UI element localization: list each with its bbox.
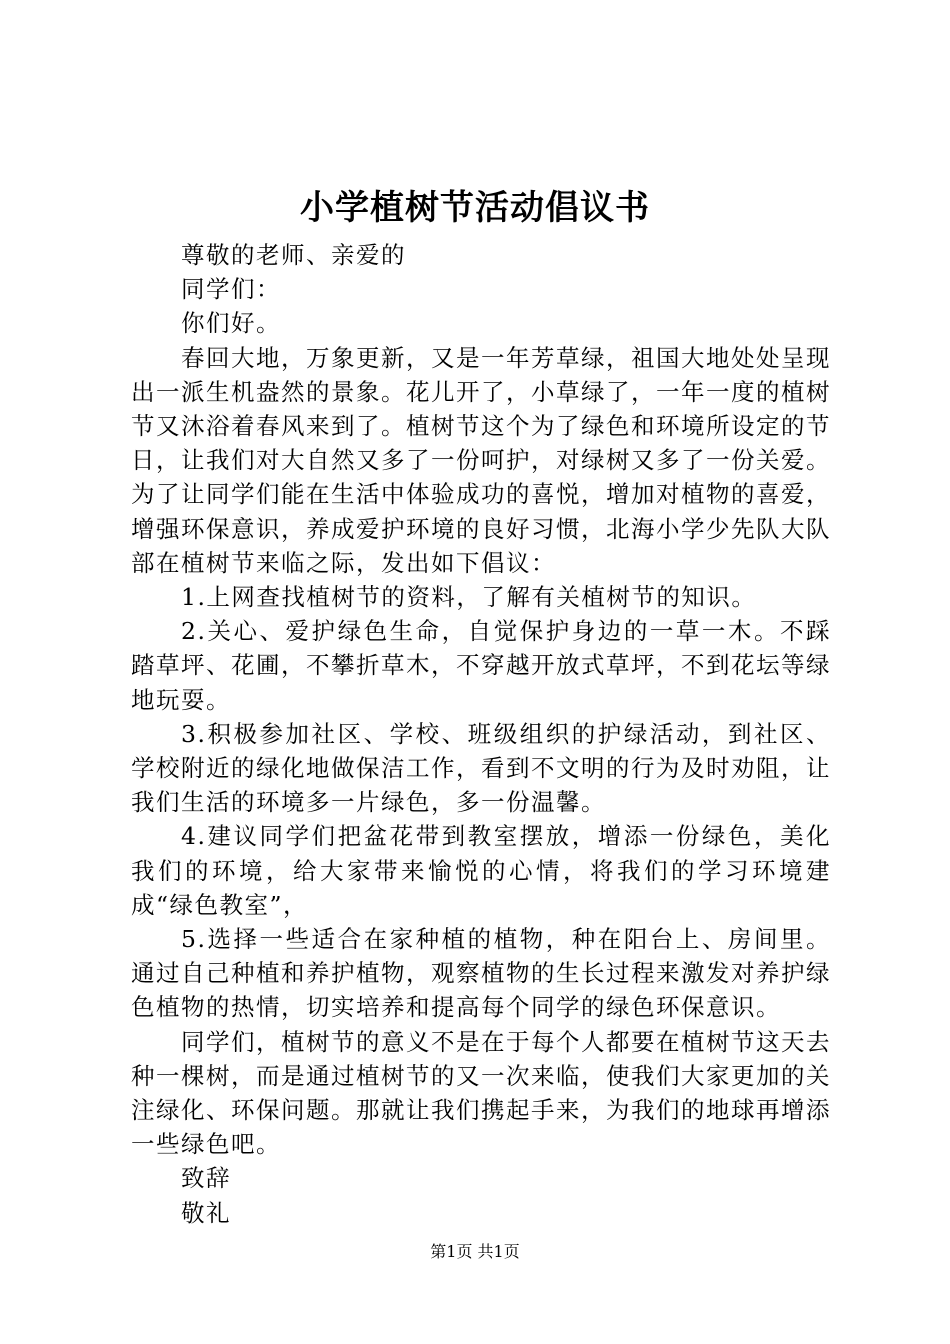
page-footer: 第1页 共1页 <box>430 1242 520 1261</box>
paragraph-item-2: 2.关心、爱护绿色生命，自觉保护身边的一草一木。不踩踏草坪、花圃，不攀折草木，不穿越开放式草坪，不到花坛等绿地玩耍。 <box>131 617 831 714</box>
closing-line-1: 致辞 <box>181 1164 231 1193</box>
paragraph-item-1: 1.上网查找植树节的资料，了解有关植树节的知识。 <box>181 583 757 612</box>
greeting: 你们好。 <box>181 309 281 338</box>
salutation-line-1: 尊敬的老师、亲爱的 <box>181 241 406 269</box>
salutation-line-2: 同学们： <box>181 275 281 304</box>
paragraph-conclusion: 同学们，植树节的意义不是在于每个人都要在植树节这天去种一棵树，而是通过植树节的又一次来临，使我们大家更加的关注绿化、环保问题。那就让我们携起手来，为我们的地球再增添一些绿色吧。 <box>131 1027 831 1159</box>
paragraph-item-5: 5.选择一些适合在家种植的植物，种在阳台上、房间里。通过自己种植和养护植物，观察植物的生长过程来激发对养护绿色植物的热情，切实培养和提高每个同学的绿色环保意识。 <box>131 925 831 1022</box>
document-title: 小学植树节活动倡议书 <box>300 188 650 228</box>
paragraph-item-3: 3.积极参加社区、学校、班级组织的护绿活动，到社区、学校附近的绿化地做保洁工作，看到不文明的行为及时劝阻，让我们生活的环境多一片绿色，多一份温馨。 <box>131 719 831 817</box>
document-body <box>131 238 831 1230</box>
closing-line-2: 敬礼 <box>181 1198 231 1227</box>
paragraph-intro: 春回大地，万象更新，又是一年芳草绿，祖国大地处处呈现出一派生机盎然的景象。花儿开了，小草绿了，一年一度的植树节又沐浴着春风来到了。植树节这个为了绿色和环境所设定的节日，让我们对大自然又多了一份呵护，对绿树又多了一份关爱。为了让同学们能在生活中体验成功的喜悦，增加对植物的喜爱，增强环保意识，养成爱护环境的良好习惯，北海小学少先队大队部在植树节来临之际，发出如下倡议： <box>131 343 831 577</box>
paragraph-item-4: 4.建议同学们把盆花带到教室摆放，增添一份绿色，美化我们的环境，给大家带来愉悦的心情，将我们的学习环境建成“绿色教室”， <box>131 822 831 919</box>
